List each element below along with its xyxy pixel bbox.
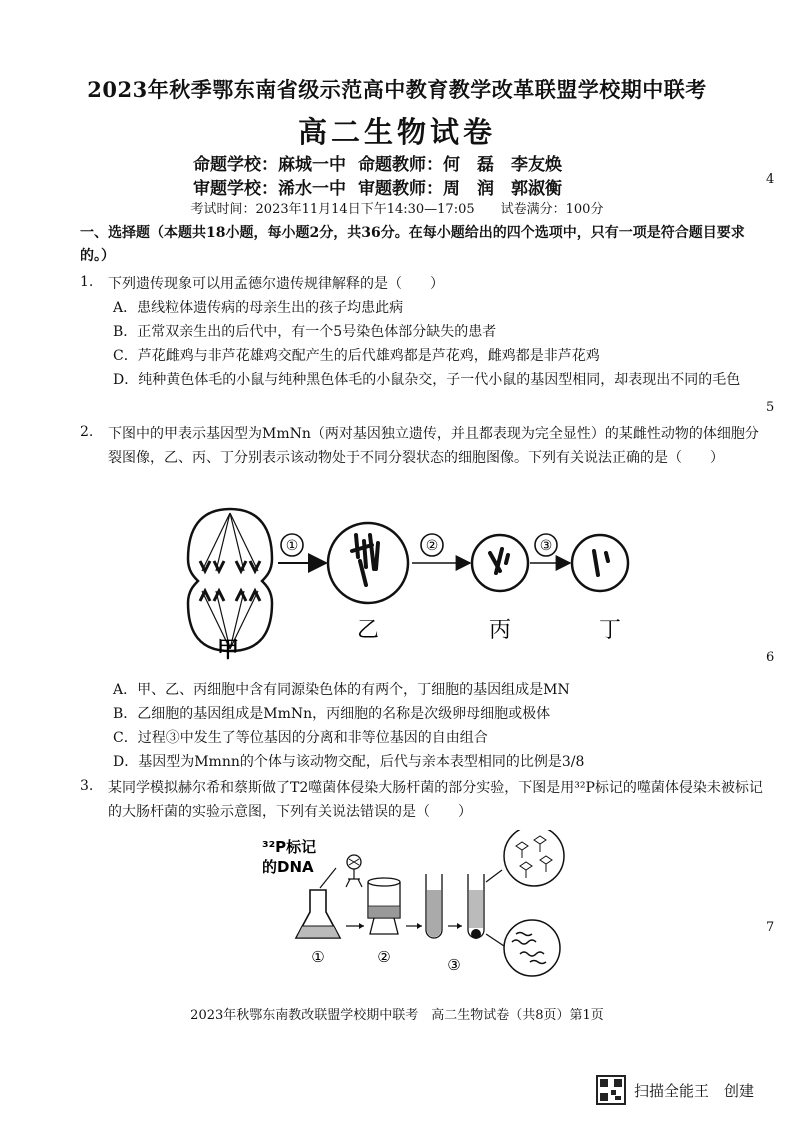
reviewer-school-label: 审题学校： [193, 179, 278, 199]
label-jia: 甲 [216, 638, 240, 663]
cell-jia [188, 509, 272, 651]
scanner-watermark [596, 1075, 754, 1105]
reviewer-teacher-label: 审题教师： [358, 179, 443, 199]
section-heading: 一、选择题（本题共18小题，每小题2分，共36分。在每小题给出的四个选项中，只有一项是符合题目要求的。） [80, 225, 745, 264]
q2-number: 2. [80, 424, 94, 440]
step-label-3: ③ [447, 956, 461, 974]
cell-yi [328, 523, 408, 603]
q1-stem: 下列遗传现象可以用孟德尔遗传规律解释的是（ ） [108, 276, 444, 292]
exam-title: 2023年秋季鄂东南省级示范高中教育教学改革联盟学校期中联考 [87, 77, 707, 102]
subject-title: 高二生物试卷 [297, 115, 496, 149]
q2-option-c: C．过程③中发生了等位基因的分离和非等位基因的自由组合 [113, 730, 488, 746]
page-footer: 2023年秋鄂东南教改联盟学校期中联考 高二生物试卷（共8页）第1页 [190, 1008, 604, 1023]
cell-bing [472, 535, 528, 591]
cell-division-figure [180, 505, 650, 665]
qr-code-icon [596, 1075, 626, 1105]
q1-option-c: C．芦花雌鸡与非芦花雄鸡交配产生的后代雄鸡都是芦花鸡，雌鸡都是非芦花鸡 [113, 348, 600, 364]
supernatant-view [504, 830, 564, 886]
step-label-2: ② [425, 538, 439, 554]
phage-experiment-figure [250, 830, 580, 980]
exam-time-info: 考试时间：2023年11月14日下午14:30—17:05 试卷满分：100分 [190, 202, 604, 217]
label-bing: 丙 [488, 618, 512, 643]
setter-school-label: 命题学校： [193, 155, 278, 175]
step-label-3: ③ [539, 538, 553, 554]
q2-option-b: B．乙细胞的基因组成是MmNn，丙细胞的名称是次级卵母细胞或极体 [113, 706, 551, 722]
step-label-1: ① [285, 538, 299, 554]
reviewer-line [193, 174, 562, 199]
label-dna: 的DNA [262, 858, 314, 876]
margin-number: 6 [766, 650, 775, 665]
flask-icon [296, 890, 340, 938]
q2-option-a: A．甲、乙、丙细胞中含有同源染色体的有两个，丁细胞的基因组成是MN [113, 682, 570, 698]
label-yi: 乙 [356, 618, 380, 643]
q1-option-a: A．患线粒体遗传病的母亲生出的孩子均患此病 [113, 300, 404, 316]
step-label-1: ① [311, 948, 325, 966]
q1-option-d: D．纯种黄色体毛的小鼠与纯种黑色体毛的小鼠杂交，子一代小鼠的基因型相同，却表现出不同的毛色 [113, 372, 741, 388]
setter-teachers: 何 磊 李友焕 [443, 155, 562, 175]
q3-number: 3. [80, 778, 94, 794]
label-p32: ³²P标记 [262, 838, 317, 856]
phage-icon [320, 855, 362, 888]
q2-stem: 下图中的甲表示基因型为MmNn（两对基因独立遗传，并且都表现为完全显性）的某雌性动物的体细胞分裂图像，乙、丙、丁分别表示该动物处于不同分裂状态的细胞图像。下列有关说法正确的是（ ） [108, 426, 759, 466]
q1-number: 1. [80, 274, 94, 290]
q3-stem: 某同学模拟赫尔希和蔡斯做了T2噬菌体侵染大肠杆菌的部分实验，下图是用³²P标记的噬菌体侵染未被标记的大肠杆菌的实验示意图，下列有关说法错误的是（ ） [108, 780, 763, 820]
test-tube-2 [468, 874, 484, 939]
label-ding: 丁 [598, 618, 622, 643]
reviewer-teachers: 周 润 郭淑衡 [443, 179, 562, 199]
blender-icon [368, 878, 400, 934]
pellet-view [504, 920, 560, 976]
margin-number: 5 [766, 400, 775, 415]
setter-school: 麻城一中 [278, 155, 346, 175]
setter-line [193, 150, 562, 175]
q2-option-d: D．基因型为Mmnn的个体与该动物交配，后代与亲本表型相同的比例是3/8 [113, 754, 585, 770]
cell-ding [572, 535, 628, 591]
setter-teacher-label: 命题教师： [358, 155, 443, 175]
margin-number: 4 [766, 172, 775, 187]
margin-number: 7 [766, 920, 775, 935]
test-tube-1 [426, 874, 442, 938]
step-label-2: ② [377, 948, 391, 966]
reviewer-school: 浠水一中 [278, 179, 346, 199]
q1-option-b: B．正常双亲生出的后代中，有一个5号染色体部分缺失的患者 [113, 324, 497, 340]
scanner-text: 扫描全能王 创建 [634, 1081, 755, 1100]
